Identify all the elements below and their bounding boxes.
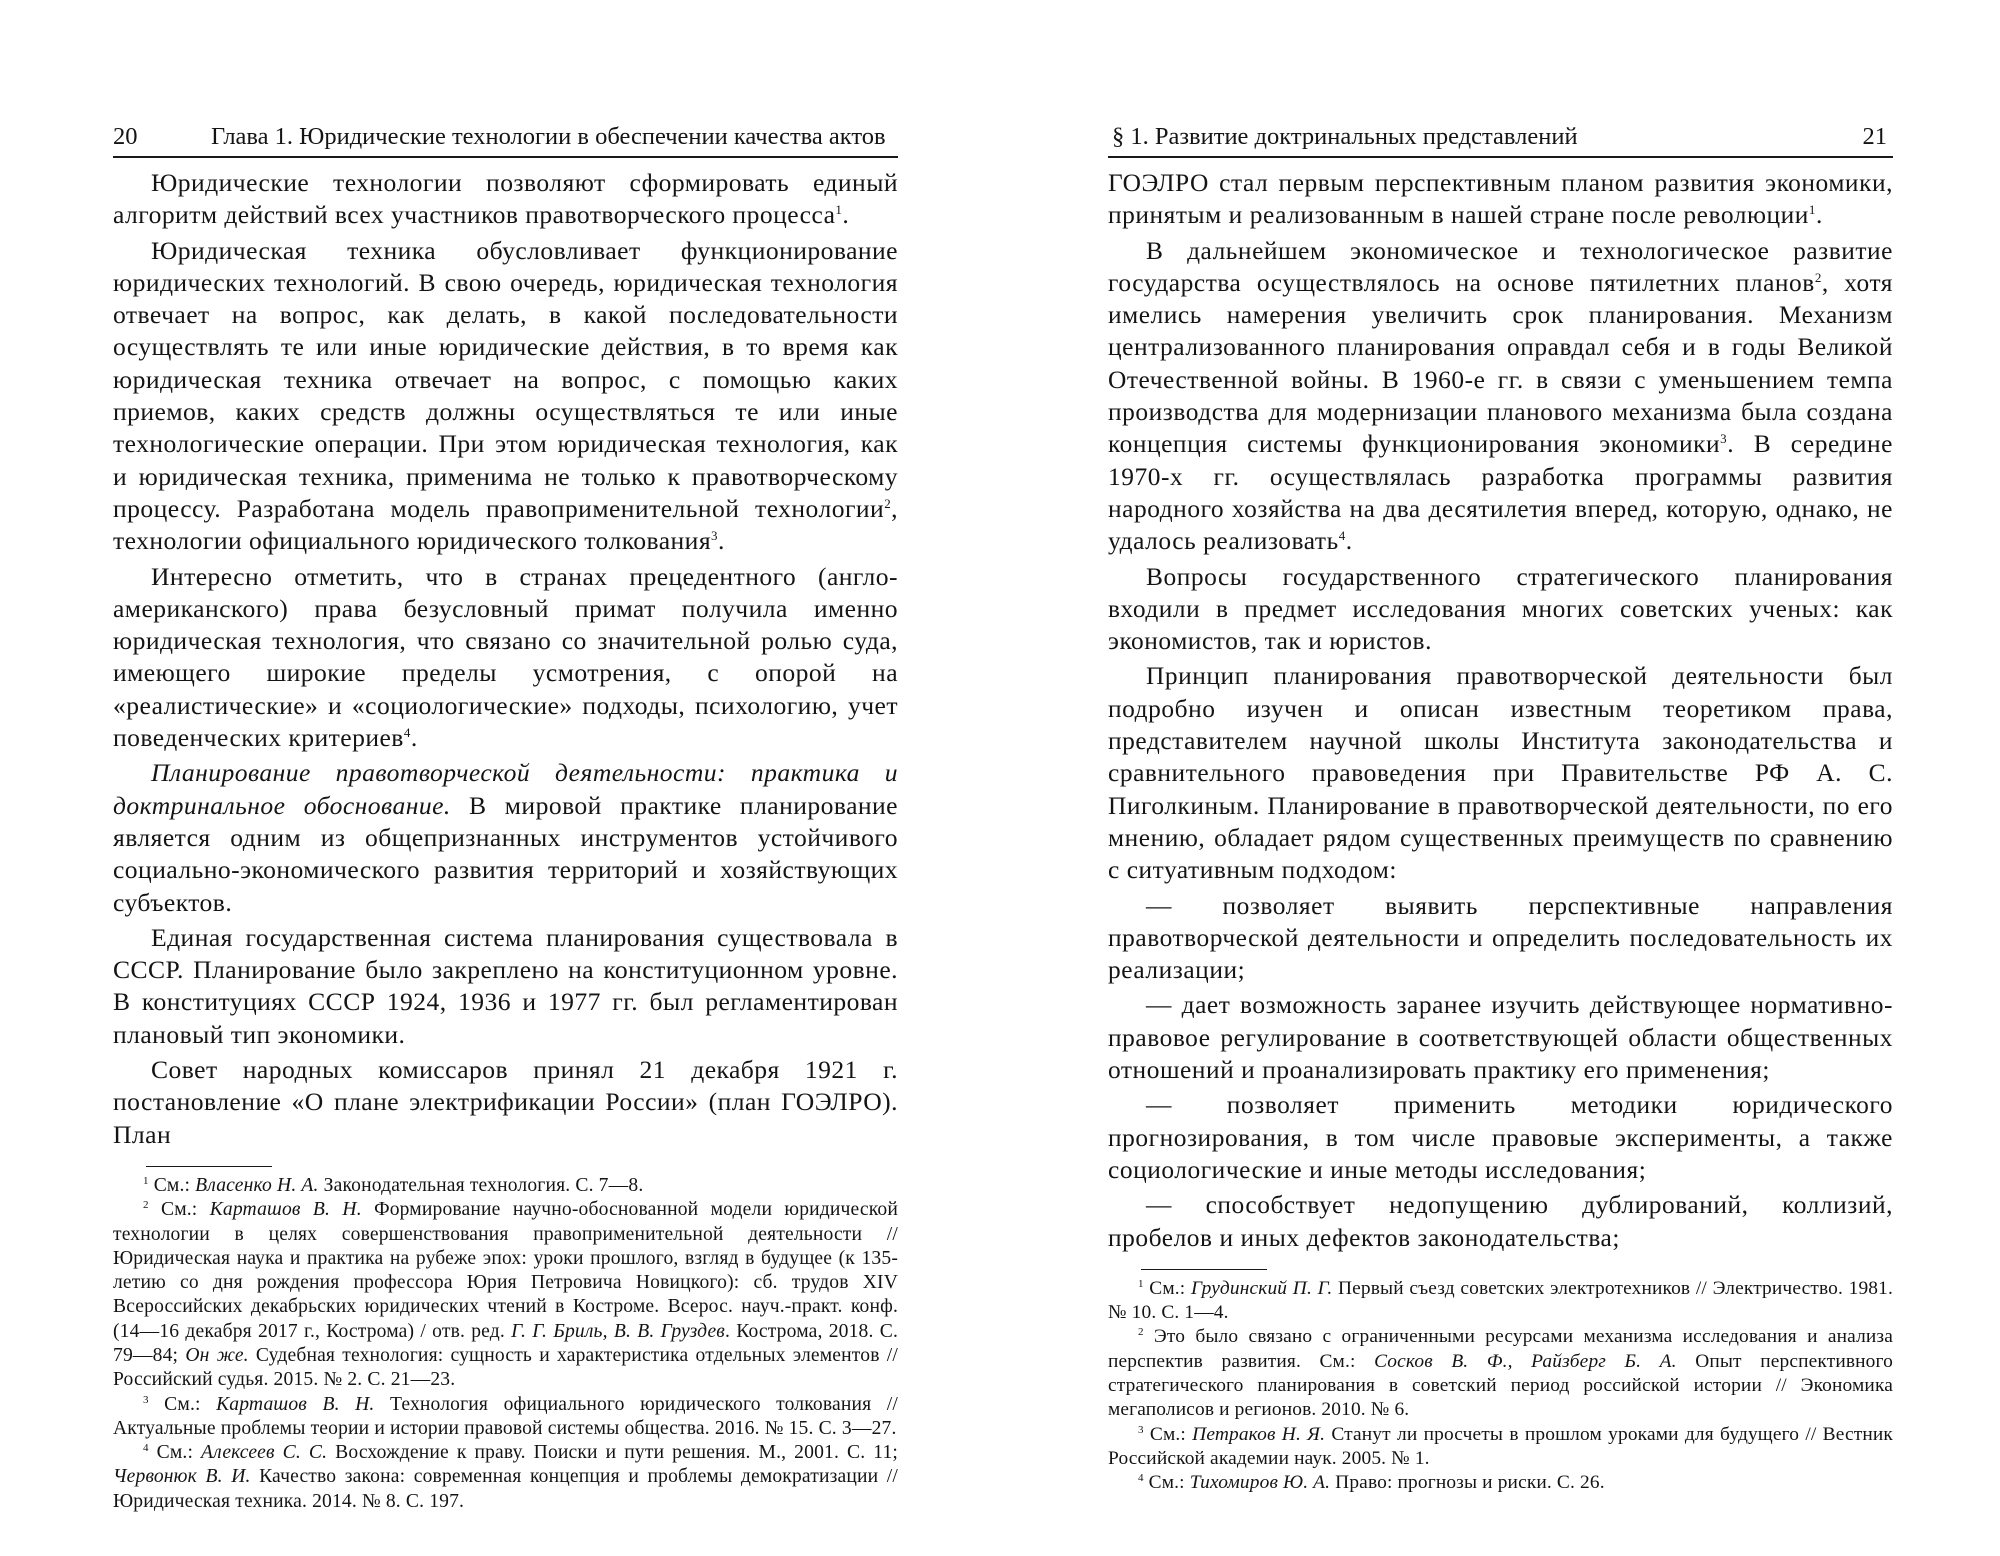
footnote-ref: 2 <box>1814 269 1822 285</box>
left-running-title: Глава 1. Юридические технологии в обеспечении качества актов <box>211 123 886 150</box>
footnote: $^2$ См.: Карташов В. Н. Формирование научно-обоснованной модели юридической технологии в целях совершенствования правоприменительной деятельности // Юридическая наука и практика на рубеже эпох: уроки прошлого, взгляд в будущее (к 135-летию со дня рождения профессора Юрия Петровича Новицкого): сб. трудов XIV Всероссийских декабрьских юридических чтений в Костроме. Всерос. науч.-практ. конф. (14—16 декабря 2017 г., Кострома) / отв. ред. Г. Г. Бриль, В. В. Груздев. Кострома, 2018. С. 79—84; Он же. Судебная технология: сущность и характеристика отдельных элементов // Российский судья. 2015. № 2. С. 21—23. <box>113 1199 898 1391</box>
right-page <box>1108 118 1893 1495</box>
paragraph: В дальнейшем экономическое и технологическое развитие государства осуществлялось на основе пятилетних планов$^2$, хотя имелись намерения увеличить срок планирования. Механизм централизованного планирования оправдал себя и в годы Великой Отечественной войны. В 1960-е гг. в связи с уменьшением темпа производства для модернизации планового механизма была создана концепция системы функционирования экономики$^3$. В середине 1970-х гг. осуществлялась разработка программы развития народного хозяйства на два десятилетия вперед, которую, однако, не удалось реализовать$^4$. <box>1108 236 1893 556</box>
footnote: $^4$ См.: Тихомиров Ю. А. Право: прогнозы и риски. С. 26. <box>1138 1472 1605 1494</box>
footnote: $^2$ Это было связано с ограниченными ресурсами механизма исследования и анализа перспектив развития. См.: Сосков В. Ф., Райзберг Б. А. Опыт перспективного стратегического планирования в советский период российской истории // Экономика мегаполисов и регионов. 2010. № 6. <box>1108 1326 1893 1421</box>
list-item: — позволяет применить методики юридического прогнозирования, в том числе правовые эксперименты, а также социологические и иные методы исследования; <box>1108 1091 1893 1184</box>
footnote-ref: 4 <box>1338 528 1346 544</box>
right-body-text <box>1108 167 1893 1254</box>
footnote-separator <box>1141 1269 1267 1270</box>
paragraph: ГОЭЛРО стал первым перспективным планом развития экономики, принятым и реализованным в нашей стране после революции$^1$. <box>1108 169 1893 230</box>
right-running-head <box>1108 118 1893 158</box>
right-footnotes <box>1108 1277 1893 1496</box>
footnote-ref: 1 <box>1808 202 1816 218</box>
right-running-title: § 1. Развитие доктринальных представлений <box>1112 123 1578 150</box>
list-item: — способствует недопущению дублирований, коллизий, пробелов и иных дефектов законодательства; <box>1108 1191 1893 1252</box>
paragraph: Юридическая техника обусловливает функционирование юридических технологий. В свою очередь, юридическая технология отвечает на вопрос, как делать, в какой последовательности осуществлять те или иные юридические действия, в то время как юридическая техника отвечает на вопрос, с помощью каких приемов, каких средств должны осуществляться те или иные технологические операции. При этом юридическая технология, как и юридическая техника, применима не только к правотворческому процессу. Разработана модель правоприменительной технологии$^2$, технологии официального юридического толкования$^3$. <box>113 235 898 556</box>
section-heading-inline: Планирование правотворческой деятельности: практика и доктринальное обоснование. <box>113 758 898 820</box>
list-item: — дает возможность заранее изучить действующее нормативно-правовое регулирование в соответствующей области общественных отношений и проанализировать практику его применения; <box>1108 991 1893 1085</box>
left-footnotes <box>113 1174 898 1514</box>
left-body-text <box>113 167 898 1151</box>
paragraph: Принцип планирования правотворческой деятельности был подробно изучен и описан известным теоретиком права, представителем научной школы Института законодательства и сравнительного правоведения при Правительстве РФ А. С. Пиголкиным. Планирование в правотворческой деятельности, по его мнению, обладает рядом существенных преимуществ по сравнению с ситуативным подходом: <box>1108 662 1893 885</box>
paragraph: Совет народных комиссаров принял 21 декабря 1921 г. постановление «О плане электрификации России» (план ГОЭЛРО). План <box>113 1055 898 1149</box>
left-page-number: 20 <box>113 123 138 150</box>
paragraph: Интересно отметить, что в странах прецедентного (англо-американского) права безусловный примат получила именно юридическая технология, что связано со значительной ролью суда, имеющего широкие пределы усмотрения, с опорой на «реалистические» и «социологические» подходы, психологию, учет поведенческих критериев$^4$. <box>113 561 898 753</box>
footnote-separator <box>146 1166 272 1167</box>
paragraph: Юридические технологии позволяют сформировать единый алгоритм действий всех участников правотворческого процесса$^1$. <box>113 168 898 230</box>
footnote-ref: 3 <box>711 528 718 544</box>
list-item: — позволяет выявить перспективные направления правотворческой деятельности и определить последовательность их реализации; <box>1108 891 1893 985</box>
paragraph: Планирование правотворческой деятельности: практика и доктринальное обоснование. В мировой практике планирование является одним из общепризнанных инструментов устойчивого социально-экономического развития территорий и хозяйствующих субъектов. <box>113 758 898 917</box>
footnote-ref: 4 <box>403 725 411 741</box>
footnote: $^3$ См.: Петраков Н. Я. Станут ли просчеты в прошлом уроками для будущего // Вестник Российской академии наук. 2005. № 1. <box>1108 1423 1893 1469</box>
footnote-ref: 3 <box>1720 431 1728 447</box>
footnote: $^1$ См.: Власенко Н. А. Законодательная технология. С. 7—8. <box>143 1174 644 1196</box>
footnote-ref: 1 <box>835 202 843 218</box>
footnote: $^3$ См.: Карташов В. Н. Технология официального юридического толкования // Актуальные проблемы теории и истории правовой системы общества. 2016. № 15. С. 3—27. <box>113 1393 898 1439</box>
footnote: $^4$ См.: Алексеев С. С. Восхождение к праву. Поиски и пути решения. М., 2001. С. 11; Червонюк В. И. Качество закона: современная концепция и проблемы демократизации // Юридическая техника. 2014. № 8. С. 197. <box>113 1442 898 1512</box>
paragraph: Вопросы государственного стратегического планирования входили в предмет исследования многих советских ученых: как экономистов, так и юристов. <box>1108 562 1893 656</box>
right-page-number: 21 <box>1862 123 1887 150</box>
left-running-head <box>113 118 898 158</box>
left-page <box>113 118 898 1514</box>
paragraph: Единая государственная система планирования существовала в СССР. Планирование было закреплено на конституционном уровне. В конституциях СССР 1924, 1936 и 1977 гг. был регламентирован плановый тип экономики. <box>113 922 898 1049</box>
footnote-ref: 2 <box>884 495 892 511</box>
footnote: $^1$ См.: Грудинский П. Г. Первый съезд советских электротехников // Электричество. 1981. № 10. С. 1—4. <box>1108 1277 1893 1324</box>
